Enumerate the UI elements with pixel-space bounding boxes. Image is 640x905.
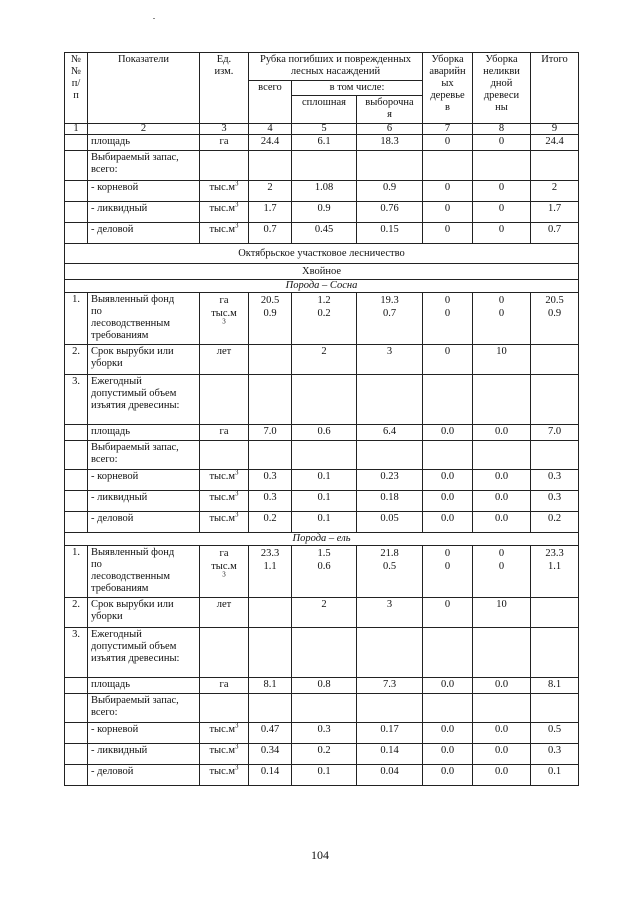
- value-cell: 1.08: [292, 181, 357, 202]
- value-cell: [249, 598, 292, 628]
- row-number: [65, 223, 88, 244]
- empty-cell: [531, 628, 579, 678]
- value-cell: [473, 151, 531, 181]
- value-cell: 6.1: [292, 135, 357, 151]
- forestry-district-title: Октябрьское участковое лесничество: [65, 244, 579, 264]
- empty-cell: [423, 628, 473, 678]
- unit-cell: [200, 202, 249, 223]
- value-cell: 0.3: [531, 744, 579, 765]
- value-cell: [357, 441, 423, 470]
- value-cell: 0: [473, 202, 531, 223]
- value-volume: 0: [498, 308, 505, 319]
- value-cell: [531, 546, 579, 598]
- value-cell: 0: [423, 598, 473, 628]
- value-cell: 0.17: [357, 723, 423, 744]
- value-cell: 7.3: [357, 678, 423, 694]
- table-row: [65, 151, 579, 181]
- column-number-row: [65, 124, 579, 135]
- value-cell: [357, 293, 423, 345]
- empty-cell: [249, 375, 292, 425]
- value-cell: 2: [292, 598, 357, 628]
- unit-text: тыс.м: [209, 471, 236, 482]
- value-area: 0: [444, 548, 451, 559]
- value-cell: 0.0: [473, 491, 531, 512]
- scan-speck: [153, 18, 155, 19]
- row-number: [65, 723, 88, 744]
- unit-text-wrap: [203, 561, 245, 585]
- value-area: 1.2: [317, 295, 331, 306]
- row-indicator: Срок вырубки или уборки: [88, 598, 200, 628]
- value-cell: 0.04: [357, 765, 423, 786]
- value-cell: 0.3: [531, 491, 579, 512]
- row-number: 2.: [65, 598, 88, 628]
- value-cell: [249, 293, 292, 345]
- value-cell: 2: [292, 345, 357, 375]
- fund-row: [65, 293, 579, 345]
- column-number: 1: [65, 124, 88, 135]
- value-cell: 0: [473, 135, 531, 151]
- value-cell: 7.0: [531, 425, 579, 441]
- value-cell: [531, 151, 579, 181]
- row-number: 1.: [65, 293, 88, 345]
- empty-cell: [473, 628, 531, 678]
- column-number: 7: [423, 124, 473, 135]
- column-number: 3: [200, 124, 249, 135]
- empty-cell: [423, 375, 473, 425]
- unit-cell: [200, 151, 249, 181]
- value-cell: 0.0: [423, 491, 473, 512]
- value-volume: 0.7: [382, 308, 397, 319]
- value-cell: 0.0: [473, 765, 531, 786]
- value-cell: 0.0: [423, 678, 473, 694]
- header-dead-damaged-cutting: Рубка погибших и поврежденных лесных насаждений: [249, 53, 423, 81]
- value-area: 21.8: [380, 548, 399, 559]
- table-row: [65, 694, 579, 723]
- value-area: 23.3: [260, 548, 280, 559]
- value-cell: [292, 293, 357, 345]
- value-cell: [249, 546, 292, 598]
- value-volume: 0.2: [317, 308, 331, 319]
- empty-cell: [200, 375, 249, 425]
- value-cell: [292, 546, 357, 598]
- unit-text: тыс.м: [209, 492, 236, 503]
- unit-text: тыс.м: [209, 182, 236, 193]
- table-row: [65, 181, 579, 202]
- unit-text: тыс.м: [209, 224, 236, 235]
- row-indicator: - корневой: [88, 470, 200, 491]
- row-number: 2.: [65, 345, 88, 375]
- unit-superscript: 3: [235, 511, 239, 519]
- value-cell: [473, 546, 531, 598]
- value-cell: 0.1: [292, 470, 357, 491]
- value-cell: 0.15: [357, 223, 423, 244]
- value-cell: [357, 694, 423, 723]
- value-cell: 0: [423, 345, 473, 375]
- breed-title: Порода – ель: [65, 533, 579, 546]
- header-total: Итого: [531, 53, 579, 124]
- section-row: [65, 244, 579, 264]
- row-indicator: - деловой: [88, 765, 200, 786]
- value-area: 19.3: [380, 295, 399, 306]
- row-indicator: Выбираемый запас, всего:: [88, 441, 200, 470]
- row-number: 3.: [65, 375, 88, 425]
- value-cell: [249, 151, 292, 181]
- value-cell: 0: [423, 223, 473, 244]
- unit-text: га: [219, 295, 229, 306]
- unit-superscript: 3: [235, 201, 239, 209]
- value-cell: 0.1: [292, 512, 357, 533]
- header-illiquid-cleanup: Уборка неликви дной древеси ны: [473, 53, 531, 124]
- row-number: [65, 425, 88, 441]
- unit-cell: [200, 491, 249, 512]
- unit-text: га: [219, 548, 229, 559]
- value-cell: 8.1: [249, 678, 292, 694]
- header-indicators: Показатели: [88, 53, 200, 124]
- row-indicator: Выявленный фонд по лесоводственным требованиям: [88, 293, 200, 345]
- row-number: [65, 441, 88, 470]
- value-cell: 0.3: [249, 491, 292, 512]
- value-cell: 0: [423, 135, 473, 151]
- value-cell: 3: [357, 598, 423, 628]
- value-cell: 0.34: [249, 744, 292, 765]
- value-cell: 0.45: [292, 223, 357, 244]
- value-cell: 8.1: [531, 678, 579, 694]
- forest-type-title: Хвойное: [65, 264, 579, 280]
- forest-felling-table: [64, 52, 579, 786]
- unit-superscript: 3: [235, 469, 239, 477]
- row-number: [65, 694, 88, 723]
- value-cell: [473, 694, 531, 723]
- row-number: [65, 202, 88, 223]
- value-cell: [292, 151, 357, 181]
- row-indicator: - ликвидный: [88, 202, 200, 223]
- header-selective: выборочна я: [357, 96, 423, 124]
- value-area: 0: [498, 295, 505, 306]
- value-cell: 0.0: [473, 470, 531, 491]
- row-indicator: Выбираемый запас, всего:: [88, 694, 200, 723]
- value-cell: 10: [473, 598, 531, 628]
- value-cell: 0.0: [473, 744, 531, 765]
- annual-row: [65, 628, 579, 678]
- empty-cell: [357, 628, 423, 678]
- page-number: 104: [311, 848, 329, 862]
- value-cell: [531, 694, 579, 723]
- unit-cell: [200, 425, 249, 441]
- value-area: 20.5: [545, 295, 564, 306]
- value-cell: 0.47: [249, 723, 292, 744]
- row-indicator: - деловой: [88, 223, 200, 244]
- value-cell: 0.0: [423, 512, 473, 533]
- header-emergency-cleanup: Уборка аварийн ых деревье в: [423, 53, 473, 124]
- value-cell: 0.18: [357, 491, 423, 512]
- row-indicator: площадь: [88, 425, 200, 441]
- value-cell: [531, 598, 579, 628]
- empty-cell: [357, 375, 423, 425]
- value-area: 20.5: [260, 295, 280, 306]
- unit-cell: [200, 744, 249, 765]
- unit-superscript: 3: [235, 743, 239, 751]
- unit-cell: [200, 546, 249, 598]
- term-row: [65, 345, 579, 375]
- row-indicator: - корневой: [88, 723, 200, 744]
- empty-cell: [200, 628, 249, 678]
- breed-title-row: [65, 280, 579, 293]
- value-cell: 0.5: [531, 723, 579, 744]
- value-cell: [531, 441, 579, 470]
- table-row: [65, 223, 579, 244]
- column-number: 2: [88, 124, 200, 135]
- row-number: [65, 151, 88, 181]
- table-row: [65, 512, 579, 533]
- unit-cell: [200, 181, 249, 202]
- row-number: 1.: [65, 546, 88, 598]
- header-number: № № п/ п: [65, 53, 88, 124]
- unit-cell: [200, 694, 249, 723]
- unit-superscript: 3: [235, 490, 239, 498]
- value-cell: 1.7: [249, 202, 292, 223]
- unit-text: тыс.м: [211, 308, 237, 319]
- value-cell: 0.1: [292, 765, 357, 786]
- value-volume: 0.9: [263, 308, 277, 319]
- value-volume: 1.1: [547, 561, 562, 572]
- value-cell: 0.0: [423, 425, 473, 441]
- value-cell: [249, 441, 292, 470]
- unit-text: тыс.м: [211, 561, 237, 572]
- value-cell: 0.2: [249, 512, 292, 533]
- unit-cell: [200, 470, 249, 491]
- column-number: 5: [292, 124, 357, 135]
- value-cell: 0.1: [292, 491, 357, 512]
- section-row: [65, 264, 579, 280]
- empty-cell: [473, 375, 531, 425]
- row-number: [65, 678, 88, 694]
- unit-text: тыс.м: [209, 766, 236, 777]
- table-row: [65, 678, 579, 694]
- value-volume: 0.9: [547, 308, 562, 319]
- unit-cell: [200, 678, 249, 694]
- value-cell: [357, 151, 423, 181]
- table-row: [65, 765, 579, 786]
- unit-text: тыс.м: [209, 745, 236, 756]
- value-cell: 6.4: [357, 425, 423, 441]
- row-indicator: - деловой: [88, 512, 200, 533]
- unit-text: тыс.м: [209, 724, 236, 735]
- row-indicator: Выбираемый запас, всего:: [88, 151, 200, 181]
- table-row: [65, 723, 579, 744]
- unit-superscript: 3: [222, 317, 226, 326]
- value-cell: [423, 546, 473, 598]
- empty-cell: [292, 375, 357, 425]
- breed-title-row: [65, 533, 579, 546]
- row-number: [65, 135, 88, 151]
- value-cell: [357, 546, 423, 598]
- value-cell: 0.23: [357, 470, 423, 491]
- table-row: [65, 425, 579, 441]
- fund-row: [65, 546, 579, 598]
- value-cell: [423, 441, 473, 470]
- column-number: 9: [531, 124, 579, 135]
- unit-text: га: [219, 679, 229, 690]
- row-number: [65, 470, 88, 491]
- value-cell: [423, 151, 473, 181]
- term-row: [65, 598, 579, 628]
- table-row: [65, 744, 579, 765]
- value-cell: [473, 441, 531, 470]
- value-cell: 0: [473, 181, 531, 202]
- value-cell: 0.8: [292, 678, 357, 694]
- value-cell: 0.6: [292, 425, 357, 441]
- value-cell: 0.3: [292, 723, 357, 744]
- breed-title: Порода – Сосна: [65, 280, 579, 293]
- row-indicator: Ежегодный допустимый объем изъятия древесины:: [88, 375, 200, 425]
- table-row: [65, 135, 579, 151]
- value-cell: 24.4: [249, 135, 292, 151]
- value-cell: 0.3: [249, 470, 292, 491]
- unit-cell: [200, 223, 249, 244]
- empty-cell: [531, 375, 579, 425]
- column-number: 8: [473, 124, 531, 135]
- row-indicator: Срок вырубки или уборки: [88, 345, 200, 375]
- unit-text-wrap: [203, 308, 245, 332]
- value-cell: 7.0: [249, 425, 292, 441]
- unit-cell: [200, 441, 249, 470]
- value-area: 0: [444, 295, 451, 306]
- value-volume: 1.1: [263, 561, 277, 572]
- value-cell: 0.14: [249, 765, 292, 786]
- value-cell: 0.0: [423, 470, 473, 491]
- unit-superscript: 3: [235, 722, 239, 730]
- unit-cell: [200, 135, 249, 151]
- value-cell: 3: [357, 345, 423, 375]
- value-cell: [423, 694, 473, 723]
- unit-cell: лет: [200, 345, 249, 375]
- annual-row: [65, 375, 579, 425]
- value-cell: 0.2: [292, 744, 357, 765]
- column-number: 6: [357, 124, 423, 135]
- table-row: [65, 491, 579, 512]
- table-row: [65, 441, 579, 470]
- value-volume: 0.5: [382, 561, 397, 572]
- value-cell: 0.76: [357, 202, 423, 223]
- value-area: 1.5: [317, 548, 331, 559]
- value-cell: 0.0: [473, 512, 531, 533]
- unit-superscript: 3: [235, 180, 239, 188]
- unit-text: тыс.м: [209, 513, 236, 524]
- row-number: [65, 512, 88, 533]
- row-number: [65, 181, 88, 202]
- value-cell: 0.05: [357, 512, 423, 533]
- value-cell: [423, 293, 473, 345]
- unit-cell: [200, 293, 249, 345]
- unit-cell: лет: [200, 598, 249, 628]
- value-cell: 0.7: [249, 223, 292, 244]
- value-cell: [292, 441, 357, 470]
- value-cell: 0.9: [292, 202, 357, 223]
- value-cell: 0.7: [531, 223, 579, 244]
- value-cell: 24.4: [531, 135, 579, 151]
- unit-text: га: [219, 136, 229, 147]
- value-cell: 10: [473, 345, 531, 375]
- value-area: 0: [498, 548, 505, 559]
- value-cell: [473, 293, 531, 345]
- row-number: [65, 491, 88, 512]
- unit-superscript: 3: [235, 764, 239, 772]
- table-row: [65, 202, 579, 223]
- row-indicator: Выявленный фонд по лесоводственным требованиям: [88, 546, 200, 598]
- unit-cell: [200, 765, 249, 786]
- value-cell: 0.2: [531, 512, 579, 533]
- row-indicator: Ежегодный допустимый объем изъятия древесины:: [88, 628, 200, 678]
- value-volume: 0: [444, 308, 451, 319]
- value-cell: 0.3: [531, 470, 579, 491]
- value-cell: 2: [249, 181, 292, 202]
- unit-superscript: 3: [222, 570, 226, 579]
- value-cell: 0.1: [531, 765, 579, 786]
- header-all: всего: [249, 81, 292, 124]
- value-volume: 0: [444, 561, 451, 572]
- value-cell: [249, 694, 292, 723]
- header-unit: Ед. изм.: [200, 53, 249, 124]
- value-cell: 0.0: [423, 744, 473, 765]
- row-number: 3.: [65, 628, 88, 678]
- value-cell: 0: [423, 181, 473, 202]
- row-indicator: площадь: [88, 678, 200, 694]
- value-cell: [531, 345, 579, 375]
- unit-superscript: 3: [235, 222, 239, 230]
- header-including: в том числе:: [292, 81, 423, 96]
- unit-text: тыс.м: [209, 203, 236, 214]
- value-cell: 0: [423, 202, 473, 223]
- value-cell: 2: [531, 181, 579, 202]
- header-solid: сплошная: [292, 96, 357, 124]
- table-row: [65, 470, 579, 491]
- value-cell: [531, 293, 579, 345]
- value-cell: 0.0: [473, 678, 531, 694]
- row-indicator: - ликвидный: [88, 491, 200, 512]
- value-cell: 0.0: [423, 765, 473, 786]
- row-indicator: - корневой: [88, 181, 200, 202]
- value-area: 23.3: [545, 548, 564, 559]
- unit-text: га: [219, 426, 229, 437]
- value-volume: 0.6: [317, 561, 331, 572]
- row-number: [65, 765, 88, 786]
- value-cell: 18.3: [357, 135, 423, 151]
- unit-cell: [200, 512, 249, 533]
- value-cell: 0.0: [473, 723, 531, 744]
- value-cell: 0.0: [423, 723, 473, 744]
- empty-cell: [292, 628, 357, 678]
- unit-cell: [200, 723, 249, 744]
- value-cell: 0: [473, 223, 531, 244]
- value-cell: 0.0: [473, 425, 531, 441]
- value-cell: [249, 345, 292, 375]
- value-cell: 0.14: [357, 744, 423, 765]
- empty-cell: [249, 628, 292, 678]
- row-indicator: - ликвидный: [88, 744, 200, 765]
- header-row: [65, 53, 579, 81]
- value-cell: 1.7: [531, 202, 579, 223]
- row-number: [65, 744, 88, 765]
- value-volume: 0: [498, 561, 505, 572]
- column-number: 4: [249, 124, 292, 135]
- value-cell: [292, 694, 357, 723]
- value-cell: 0.9: [357, 181, 423, 202]
- row-indicator: площадь: [88, 135, 200, 151]
